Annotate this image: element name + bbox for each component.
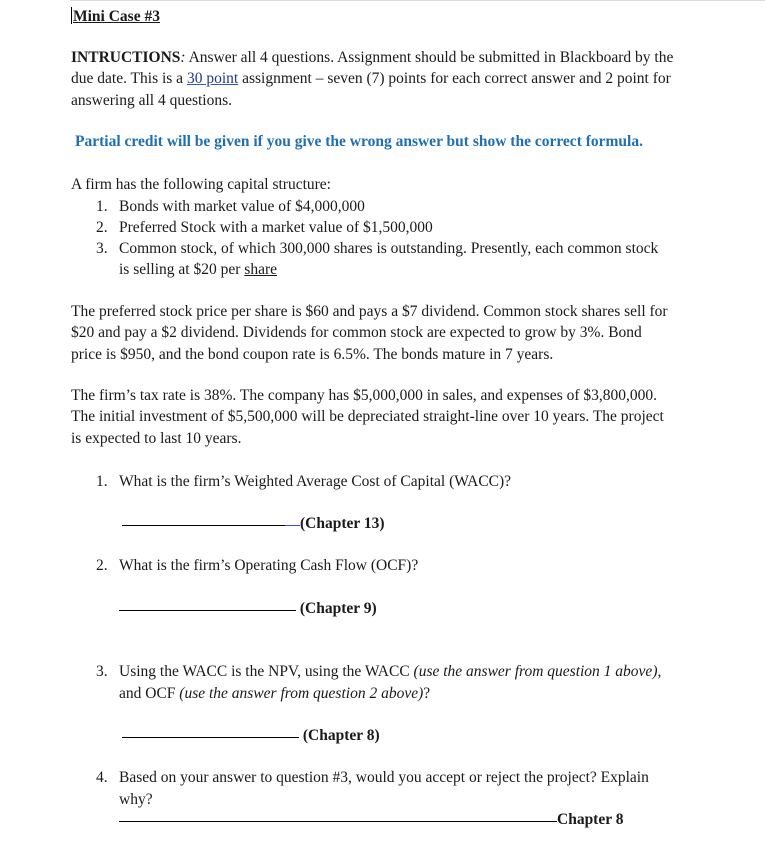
capital-item-number: 2. xyxy=(96,219,108,236)
answer-blank[interactable] xyxy=(119,821,557,822)
para1-line-1: The preferred stock price per share is $60 and pays a $7 dividend. Common stock shares sell for xyxy=(71,303,668,320)
instructions-line-1: INTRUCTIONS: Answer all 4 questions. Assignment should be submitted in Blackboard by the xyxy=(71,49,674,66)
question-number: 4. xyxy=(96,769,108,786)
para2-line-3: is expected to last 10 years. xyxy=(71,430,242,447)
para2-line-2: The initial investment of $5,500,000 will be depreciated straight-line over 10 years. The project xyxy=(71,408,664,425)
capital-item-bonds: Bonds with market value of $4,000,000 xyxy=(119,198,365,215)
para1-line-3: price is $950, and the bond coupon rate is 6.5%. The bonds mature in 7 years. xyxy=(71,346,554,363)
capital-item-number: 1. xyxy=(96,198,108,215)
question-number: 3. xyxy=(96,663,108,680)
question-4-text-cont: why? xyxy=(119,791,153,808)
answer-blank[interactable] xyxy=(122,737,299,738)
question-1-answer xyxy=(122,513,385,535)
instructions-line-2: due date. This is a 30 point assignment – seven (7) points for each correct answer and 2 point for xyxy=(71,70,671,87)
question-3-text-cont: and OCF (use the answer from question 2 above)? xyxy=(119,685,431,702)
text-cursor xyxy=(71,7,72,24)
capital-item-number: 3. xyxy=(96,240,108,257)
question-2-answer xyxy=(119,598,377,620)
question-2-text: What is the firm’s Operating Cash Flow (OCF)? xyxy=(119,557,419,574)
question-1-text: What is the firm’s Weighted Average Cost of Capital (WACC)? xyxy=(119,473,512,490)
capital-item-common: Common stock, of which 300,000 shares is outstanding. Presently, each common stock xyxy=(119,240,659,257)
question-4-answer xyxy=(119,809,623,831)
question-3-answer xyxy=(122,725,380,747)
question-number: 2. xyxy=(96,557,108,574)
capital-item-preferred: Preferred Stock with a market value of $1,500,000 xyxy=(119,219,433,236)
question-number: 1. xyxy=(96,473,108,490)
partial-credit-note: Partial credit will be given if you give the wrong answer but show the correct formula. xyxy=(75,133,643,150)
question-3-text: Using the WACC is the NPV, using the WACC (use the answer from question 1 above), xyxy=(119,663,662,680)
chapter-label: (Chapter 13) xyxy=(300,515,385,532)
doc-title: Mini Case #3 xyxy=(73,8,160,25)
chapter-label: (Chapter 9) xyxy=(299,600,377,617)
answer-blank[interactable] xyxy=(122,525,285,526)
para2-line-1: The firm’s tax rate is 38%. The company has $5,000,000 in sales, and expenses of $3,800,000. xyxy=(71,387,658,404)
chapter-label: Chapter 8 xyxy=(557,811,624,828)
capital-item-common-cont: is selling at $20 per share xyxy=(119,261,277,278)
question-4-text: Based on your answer to question #3, would you accept or reject the project? Explain xyxy=(119,769,649,786)
points-link[interactable]: 30 point xyxy=(186,70,239,87)
answer-blank[interactable] xyxy=(119,610,296,611)
capital-intro: A firm has the following capital structure: xyxy=(71,176,331,193)
answer-blank-tracked xyxy=(285,525,300,526)
instructions-line-3: answering all 4 questions. xyxy=(71,92,233,109)
para1-line-2: $20 and pay a $2 dividend. Dividends for common stock are expected to grow by 3%. Bond xyxy=(71,324,642,341)
page-top-border xyxy=(70,0,765,1)
chapter-label: (Chapter 8) xyxy=(302,727,380,744)
